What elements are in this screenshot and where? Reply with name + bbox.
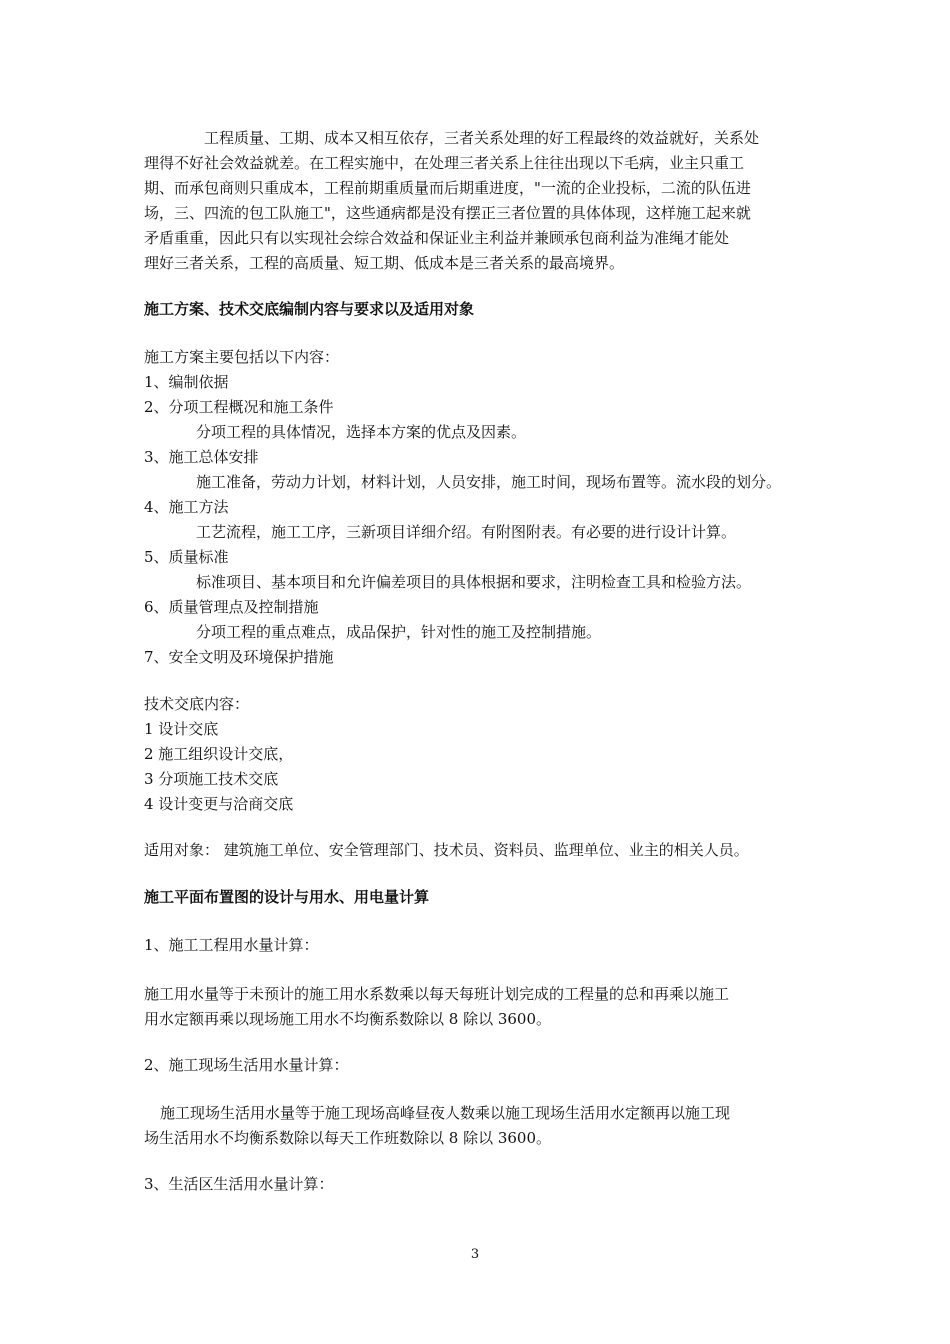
calc-body-line: 场生活用水不均衡系数除以每天工作班数除以 8 除以 3600。 [144, 1129, 552, 1147]
page-number: 3 [470, 1247, 480, 1262]
tech-item: 3 分项施工技术交底 [144, 770, 279, 788]
plan-item: 7、安全文明及环境保护措施 [144, 648, 334, 666]
plan-item-detail: 分项工程的具体情况，选择本方案的优点及因素。 [196, 423, 527, 441]
plan-item: 2、分项工程概况和施工条件 [144, 398, 334, 416]
calc-body-line: 施工现场生活用水量等于施工现场高峰昼夜人数乘以施工现场生活用水定额再以施工现 [160, 1104, 731, 1122]
intro-line: 理好三者关系，工程的高质量、短工期、低成本是三者关系的最高境界。 [144, 254, 625, 272]
plan-intro: 施工方案主要包括以下内容： [144, 348, 340, 366]
calc-title: 1、施工工程用水量计算： [144, 936, 319, 954]
intro-line: 工程质量、工期、成本又相互依存，三者关系处理的好工程最终的效益就好，关系处 [204, 129, 760, 147]
calc-body-line: 用水定额再乘以现场施工用水不均衡系数除以 8 除以 3600。 [144, 1010, 552, 1028]
plan-item: 1、编制依据 [144, 373, 229, 391]
calc-body-line: 施工用水量等于未预计的施工用水系数乘以每天每班计划完成的工程量的总和再乘以施工 [144, 985, 730, 1003]
plan-item: 5、质量标准 [144, 548, 229, 566]
tech-item: 2 施工组织设计交底， [144, 745, 294, 763]
calc-title: 2、施工现场生活用水量计算： [144, 1056, 349, 1074]
plan-item-detail: 工艺流程，施工工序，三新项目详细介绍。有附图附表。有必要的进行设计计算。 [196, 523, 737, 541]
calc-title: 3、生活区生活用水量计算： [144, 1175, 334, 1193]
tech-item: 4 设计变更与洽商交底 [144, 795, 294, 813]
section-heading: 施工平面布置图的设计与用水、用电量计算 [144, 888, 430, 906]
intro-line: 场，三、四流的包工队施工"，这些通病都是没有摆正三者位置的具体体现，这样施工起来就 [144, 204, 751, 222]
plan-item-detail: 分项工程的重点难点，成品保护，针对性的施工及控制措施。 [196, 623, 602, 641]
tech-item: 1 设计交底 [144, 720, 219, 738]
plan-item: 4、施工方法 [144, 498, 229, 516]
plan-item: 6、质量管理点及控制措施 [144, 598, 319, 616]
intro-line: 矛盾重重，因此只有以实现社会综合效益和保证业主利益并兼顾承包商利益为准绳才能处 [144, 229, 730, 247]
intro-line: 期、而承包商则只重成本，工程前期重质量而后期重进度，"一流的企业投标，二流的队伍进 [144, 179, 751, 197]
plan-item-detail: 施工准备，劳动力计划，材料计划，人员安排，施工时间，现场布置等。流水段的划分。 [196, 473, 782, 491]
plan-item: 3、施工总体安排 [144, 448, 259, 466]
section-heading: 施工方案、技术交底编制内容与要求以及适用对象 [144, 300, 475, 318]
tech-intro: 技术交底内容： [144, 695, 250, 713]
plan-item-detail: 标准项目、基本项目和允许偏差项目的具体根据和要求，注明检查工具和检验方法。 [196, 573, 752, 591]
applicable-objects: 适用对象： 建筑施工单位、安全管理部门、技术员、资料员、监理单位、业主的相关人员。 [144, 841, 749, 859]
intro-line: 理得不好社会效益就差。在工程实施中，在处理三者关系上往往出现以下毛病，业主只重工 [144, 154, 745, 172]
